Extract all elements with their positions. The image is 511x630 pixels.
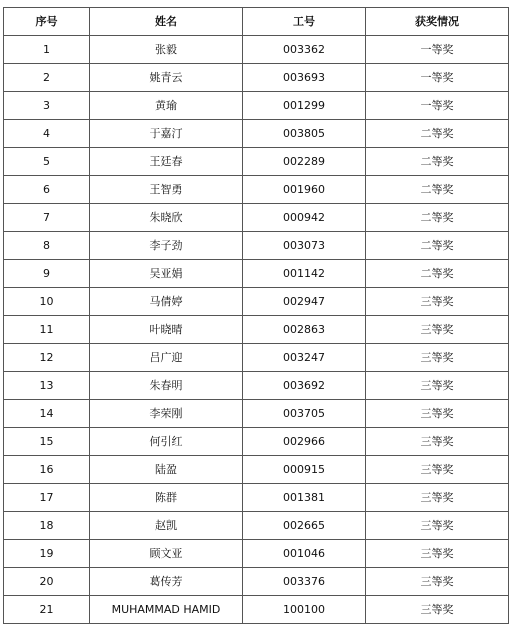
table-header xyxy=(4,8,509,36)
table-row xyxy=(4,344,509,372)
cell-serial-number: 5 xyxy=(4,148,90,176)
cell-employee-id: 003247 xyxy=(243,344,366,372)
table-row xyxy=(4,232,509,260)
cell-name: 吕广迎 xyxy=(90,344,243,372)
table-row xyxy=(4,540,509,568)
cell-serial-number: 14 xyxy=(4,400,90,428)
table-row xyxy=(4,92,509,120)
cell-award: 三等奖 xyxy=(366,596,509,624)
table-row xyxy=(4,428,509,456)
table-row xyxy=(4,204,509,232)
cell-award: 三等奖 xyxy=(366,400,509,428)
cell-name: 赵凯 xyxy=(90,512,243,540)
cell-serial-number: 4 xyxy=(4,120,90,148)
table-row xyxy=(4,484,509,512)
cell-serial-number: 17 xyxy=(4,484,90,512)
table-row xyxy=(4,316,509,344)
cell-employee-id: 001960 xyxy=(243,176,366,204)
cell-serial-number: 7 xyxy=(4,204,90,232)
cell-employee-id: 001381 xyxy=(243,484,366,512)
cell-employee-id: 002665 xyxy=(243,512,366,540)
cell-award: 三等奖 xyxy=(366,372,509,400)
cell-award: 二等奖 xyxy=(366,204,509,232)
cell-name: 朱晓欣 xyxy=(90,204,243,232)
cell-serial-number: 12 xyxy=(4,344,90,372)
cell-name: 葛传芳 xyxy=(90,568,243,596)
table-row xyxy=(4,64,509,92)
header-employee-id: 工号 xyxy=(243,8,366,36)
cell-employee-id: 003805 xyxy=(243,120,366,148)
table-row xyxy=(4,36,509,64)
cell-award: 三等奖 xyxy=(366,428,509,456)
cell-award: 三等奖 xyxy=(366,288,509,316)
table-row xyxy=(4,512,509,540)
cell-name: 陆盈 xyxy=(90,456,243,484)
table-row xyxy=(4,596,509,624)
cell-award: 一等奖 xyxy=(366,92,509,120)
cell-award: 三等奖 xyxy=(366,316,509,344)
cell-award: 二等奖 xyxy=(366,148,509,176)
cell-name: 朱春明 xyxy=(90,372,243,400)
award-table xyxy=(3,7,509,624)
cell-name: 何引红 xyxy=(90,428,243,456)
cell-serial-number: 8 xyxy=(4,232,90,260)
cell-employee-id: 003376 xyxy=(243,568,366,596)
cell-employee-id: 002947 xyxy=(243,288,366,316)
cell-name: 姚青云 xyxy=(90,64,243,92)
table-row xyxy=(4,568,509,596)
cell-award: 一等奖 xyxy=(366,36,509,64)
cell-award: 二等奖 xyxy=(366,120,509,148)
cell-name: 陈群 xyxy=(90,484,243,512)
cell-serial-number: 16 xyxy=(4,456,90,484)
cell-serial-number: 1 xyxy=(4,36,90,64)
cell-award: 三等奖 xyxy=(366,484,509,512)
cell-name: MUHAMMAD HAMID xyxy=(90,596,243,624)
cell-award: 三等奖 xyxy=(366,512,509,540)
cell-award: 二等奖 xyxy=(366,232,509,260)
cell-employee-id: 001299 xyxy=(243,92,366,120)
cell-award: 一等奖 xyxy=(366,64,509,92)
cell-name: 于嘉汀 xyxy=(90,120,243,148)
cell-serial-number: 18 xyxy=(4,512,90,540)
cell-name: 李荣刚 xyxy=(90,400,243,428)
cell-name: 吴亚娟 xyxy=(90,260,243,288)
cell-name: 黄瑜 xyxy=(90,92,243,120)
cell-serial-number: 11 xyxy=(4,316,90,344)
cell-employee-id: 003693 xyxy=(243,64,366,92)
cell-serial-number: 21 xyxy=(4,596,90,624)
cell-employee-id: 003362 xyxy=(243,36,366,64)
cell-employee-id: 002863 xyxy=(243,316,366,344)
cell-serial-number: 9 xyxy=(4,260,90,288)
cell-serial-number: 13 xyxy=(4,372,90,400)
cell-serial-number: 10 xyxy=(4,288,90,316)
cell-award: 二等奖 xyxy=(366,176,509,204)
cell-serial-number: 3 xyxy=(4,92,90,120)
cell-award: 二等奖 xyxy=(366,260,509,288)
table-row xyxy=(4,148,509,176)
table-row xyxy=(4,456,509,484)
cell-employee-id: 000915 xyxy=(243,456,366,484)
header-award: 获奖情况 xyxy=(366,8,509,36)
cell-serial-number: 19 xyxy=(4,540,90,568)
table-row xyxy=(4,288,509,316)
cell-name: 马倩婷 xyxy=(90,288,243,316)
cell-name: 王智勇 xyxy=(90,176,243,204)
header-row xyxy=(4,8,509,36)
cell-award: 三等奖 xyxy=(366,568,509,596)
cell-name: 张毅 xyxy=(90,36,243,64)
cell-serial-number: 6 xyxy=(4,176,90,204)
header-name: 姓名 xyxy=(90,8,243,36)
table-row xyxy=(4,400,509,428)
cell-serial-number: 20 xyxy=(4,568,90,596)
cell-name: 李子劲 xyxy=(90,232,243,260)
cell-employee-id: 100100 xyxy=(243,596,366,624)
cell-award: 三等奖 xyxy=(366,456,509,484)
header-serial-number: 序号 xyxy=(4,8,90,36)
cell-award: 三等奖 xyxy=(366,344,509,372)
cell-name: 顾文亚 xyxy=(90,540,243,568)
cell-serial-number: 15 xyxy=(4,428,90,456)
cell-employee-id: 001046 xyxy=(243,540,366,568)
table-row xyxy=(4,176,509,204)
table-row xyxy=(4,120,509,148)
cell-name: 王廷春 xyxy=(90,148,243,176)
cell-employee-id: 003073 xyxy=(243,232,366,260)
cell-employee-id: 001142 xyxy=(243,260,366,288)
cell-name: 叶晓晴 xyxy=(90,316,243,344)
cell-serial-number: 2 xyxy=(4,64,90,92)
table-body xyxy=(4,36,509,624)
cell-employee-id: 000942 xyxy=(243,204,366,232)
cell-award: 三等奖 xyxy=(366,540,509,568)
cell-employee-id: 002289 xyxy=(243,148,366,176)
table-row xyxy=(4,260,509,288)
table-row xyxy=(4,372,509,400)
cell-employee-id: 003692 xyxy=(243,372,366,400)
cell-employee-id: 002966 xyxy=(243,428,366,456)
cell-employee-id: 003705 xyxy=(243,400,366,428)
